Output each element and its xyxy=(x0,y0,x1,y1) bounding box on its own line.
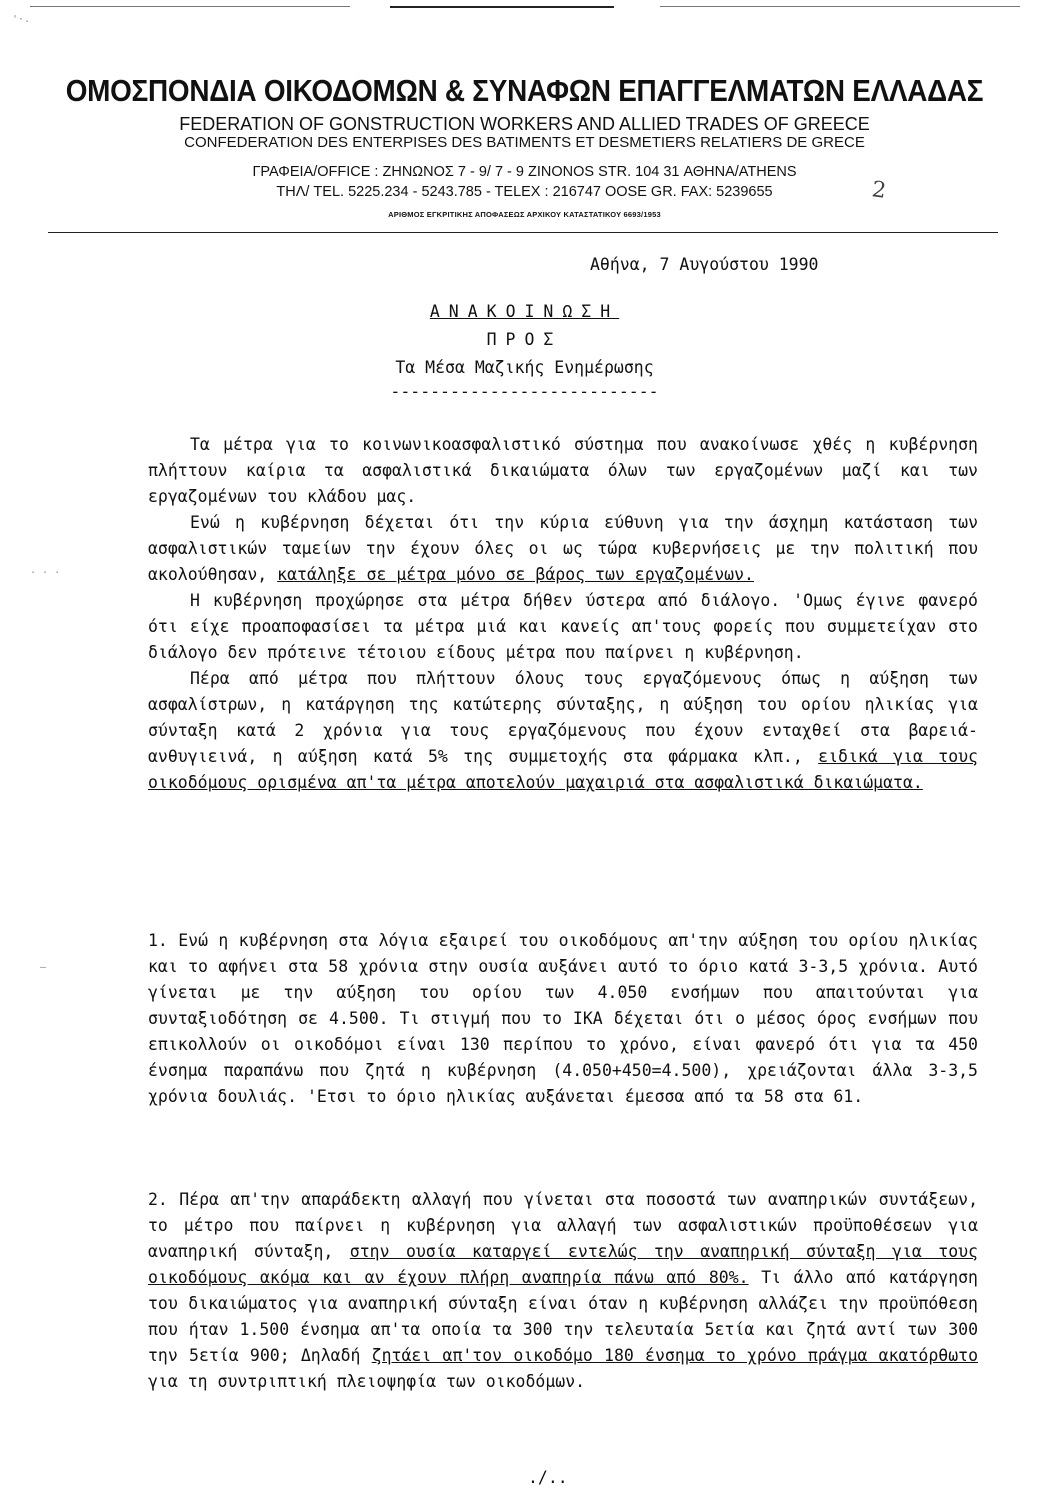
organization-name-english: FEDERATION OF GONSTRUCTION WORKERS AND ALLIED TRADES OF GREECE xyxy=(179,114,870,134)
point-2 xyxy=(148,1187,978,1395)
paragraph-4 xyxy=(148,666,978,796)
document-date: Αθήνα, 7 Αυγούστου 1990 xyxy=(590,255,819,274)
paragraph-2-text: Ενώ η κυβέρνηση δέχεται ότι την κύρια εύθυνη για την άσχημη κατάσταση των ασφαλιστικών ταμείων την έχουν όλες οι ως τώρα κυβερνήσεις με την πολιτική που ακολούθησαν, xyxy=(148,513,978,584)
scan-speck: – xyxy=(40,962,47,973)
continuation-marker: ./.. xyxy=(528,1468,568,1487)
organization-name-greek: ΟΜΟΣΠΟΝΔΙΑ ΟΙΚΟΔΟΜΩΝ & ΣΥΝΑΦΩΝ ΕΠΑΓΓΕΛΜΑΤΩΝ ΕΛΛΑΔΑΣ xyxy=(65,73,984,108)
organization-name-french: CONFEDERATION DES ENTERPISES DES BATIMENTS ET DESMETIERS RELATIERS DE GRECE xyxy=(184,134,865,151)
point-2-underlined-1: στην ουσία καταργεί εντελώς την αναπηρική σύνταξη για τους οικοδόμους ακόμα και αν έχουν πλήρη αναπηρία πάνω από 80%. xyxy=(148,1242,978,1287)
point-1-section xyxy=(148,928,978,1110)
paragraph-4-text: Πέρα από μέτρα που πλήττουν όλους τους εργαζόμενους όπως η αύξηση των ασφαλίστρων, η κατάργηση της κατώτερης σύνταξης, η αύξηση του ορίου ηλικίας για σύνταξη κατά 2 χρόνια για τους εργαζόμενους που έχουν ενταχθεί στα βαρειά-ανθυγιεινά, η αύξηση κατά 5% της συμμετοχής στα φάρμακα κλπ., xyxy=(148,669,978,766)
contact-block xyxy=(0,162,1049,202)
paragraph-3 xyxy=(148,588,978,666)
intro-section xyxy=(148,432,978,796)
point-2-text: 2. Πέρα απ'την απαράδεκτη αλλαγή που γίνεται στα ποσοστά των αναπηρικών συντάξεων, το μέτρο που παίρνει η κυβέρνηση για αλλαγή των ασφαλιστικών προϋποθέσεων για αναπηρική σύνταξη, xyxy=(148,1190,978,1261)
header-divider xyxy=(48,232,998,233)
scan-top-rule xyxy=(390,6,614,8)
point-1-text: 1. Ενώ η κυβέρνηση στα λόγια εξαιρεί του οικοδόμους απ'την αύξηση του ορίου ηλικίας και το αφήνει στα 58 χρόνια στην ουσία αυξάνει αυτό το όριο κατά 3-3,5 χρόνια. Αυτό γίνεται με την αύξηση του ορίου των 4.050 ενσήμων που απαιτούνται για συνταξιοδότηση σε 4.500. Τι στιγμή που το ΙΚΑ δέχεται ότι ο μέσος όρος ενσήμων που επικολλούν οι οικοδόμοι είναι 130 περίπου το χρόνο, είναι φανερό ότι για τα 450 ένσημα παραπάνω που ζητά η κυβέρνηση (4.050+450=4.500), χρειάζονται άλλα 3-3,5 χρόνια δουλιάς. 'Ετσι το όριο ηλικίας αυξάνεται έμεσσα από τα 58 στα 61. xyxy=(148,931,978,1106)
scan-speck: . . . xyxy=(30,565,61,576)
phone-fax-line: ΤΗΛ/ TEL. 5225.234 - 5243.785 - TELEX : 216747 OOSE GR. FAX: 5239655 xyxy=(276,184,773,200)
paragraph-1-text: Τα μέτρα για το κοινωνικοασφαλιστικό σύστημα που ανακοίνωσε χθές η κυβέρνηση πλήττουν καίρια τα ασφαλιστικά δικαιώματα όλων των εργαζομένων μαζί και των εργαζομένων του κλάδου μας. xyxy=(148,435,978,506)
paragraph-2 xyxy=(148,510,978,588)
paragraph-1 xyxy=(148,432,978,510)
announcement-title: ΑΝΑΚΟΙΝΩΣΗ xyxy=(429,302,620,321)
handwritten-page-number: 2 xyxy=(870,177,888,204)
scan-speck: '·. xyxy=(12,14,31,25)
announcement-recipient: Τα Μέσα Μαζικής Ενημέρωσης xyxy=(395,358,654,377)
point-2-text-end: για τη συντριπτική πλειοψηφία των οικοδόμων. xyxy=(148,1372,586,1391)
paragraph-4-underlined: ειδικά για τους οικοδόμους ορισμένα απ'τα μέτρα αποτελούν μαχαιριά στα ασφαλιστικά δικαιώματα. xyxy=(148,747,978,792)
scan-edge-line xyxy=(30,6,350,7)
paragraph-2-underlined: κατάληξε σε μέτρα μόνο σε βάρος των εργαζομένων. xyxy=(277,565,754,584)
paragraph-3-text: Η κυβέρνηση προχώρησε στα μέτρα δήθεν ύστερα από διάλογο. 'Ομως έγινε φανερό ότι είχε προαποφασίσει τα μέτρα μιά και κανείς απ'τους φορείς που συμμετείχαν στο διάλογο δεν πρότεινε τέτοιου είδους μέτρα που παίρνει η κυβέρνηση. xyxy=(148,591,978,662)
point-1 xyxy=(148,928,978,1110)
heading-dashes: --------------------------- xyxy=(390,382,659,401)
registry-number: ΑΡΙΘΜΟΣ ΕΓΚΡΙΤΙΚΗΣ ΑΠΟΦΑΣΕΩΣ ΑΡΧΙΚΟΥ ΚΑΤΑΣΤΑΤΙΚΟΥ 6693/1953 xyxy=(388,210,661,219)
office-address: ΓΡΑΦΕΙΑ/OFFICE : ΖΗΝΩΝΟΣ 7 - 9/ 7 - 9 ZINONOS STR. 104 31 ΑΘΗΝΑ/ATHENS xyxy=(252,164,797,180)
letterhead xyxy=(0,72,1049,151)
scan-edge-line xyxy=(660,6,1020,7)
point-2-section xyxy=(148,1187,978,1395)
point-2-text-cont: Τι άλλο από κατάργηση του δικαιώματος για αναπηρική σύνταξη είναι όταν η κυβέρνηση αλλάζει την προϋπόθεση που ήταν 1.500 ένσημα απ'τα οποία τα 300 την τελευταία 5ετία και ζητά αντί των 300 την 5ετία 900; Δηλαδή xyxy=(148,1268,978,1365)
point-2-underlined-2: ζητάει απ'τον οικοδόμο 180 ένσημα το χρόνο πράγμα ακατόρθωτο xyxy=(371,1346,978,1365)
announcement-pros: ΠΡΟΣ xyxy=(486,330,563,349)
